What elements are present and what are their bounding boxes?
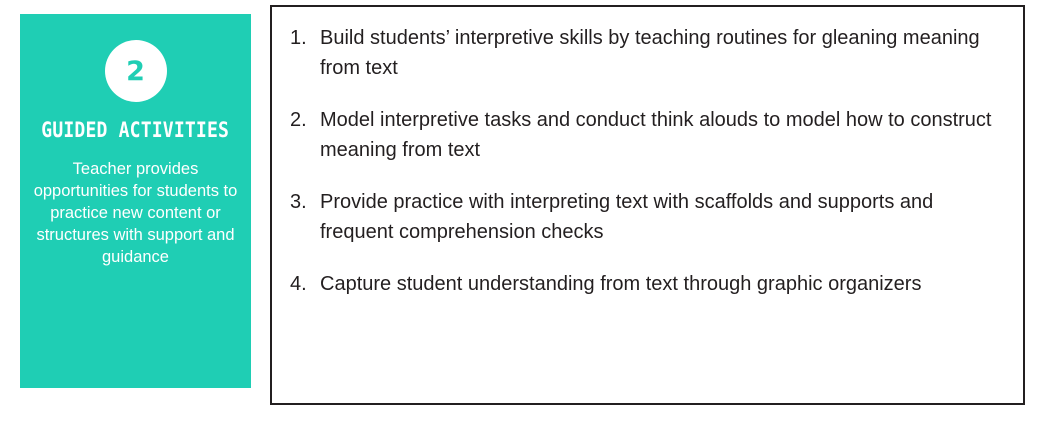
list-item-text: Provide practice with interpreting text with scaffolds and supports and frequent comprehension checks bbox=[320, 191, 934, 243]
step-badge bbox=[105, 40, 167, 102]
panel-description: Teacher provides opportunities for students to practice new content or structures with support and guidance bbox=[33, 160, 238, 266]
list-item-text: Build students’ interpretive skills by teaching routines for gleaning meaning from text bbox=[320, 27, 980, 79]
panel-title: GUIDED ACTIVITIES bbox=[41, 118, 230, 142]
activities-list bbox=[270, 5, 1025, 405]
list-item bbox=[290, 187, 1005, 247]
list-item-number: 1. bbox=[290, 27, 307, 49]
list-item-text: Capture student understanding from text through graphic organizers bbox=[320, 273, 922, 295]
list-item bbox=[290, 23, 1005, 83]
list-item-number: 2. bbox=[290, 109, 307, 131]
step-panel bbox=[20, 14, 251, 388]
step-number: 2 bbox=[126, 55, 145, 87]
list-item-number: 3. bbox=[290, 191, 307, 213]
list-item bbox=[290, 105, 1005, 165]
list-item-text: Model interpretive tasks and conduct think alouds to model how to construct meaning from text bbox=[320, 109, 992, 161]
list-item bbox=[290, 269, 1005, 299]
list-item-number: 4. bbox=[290, 273, 307, 295]
